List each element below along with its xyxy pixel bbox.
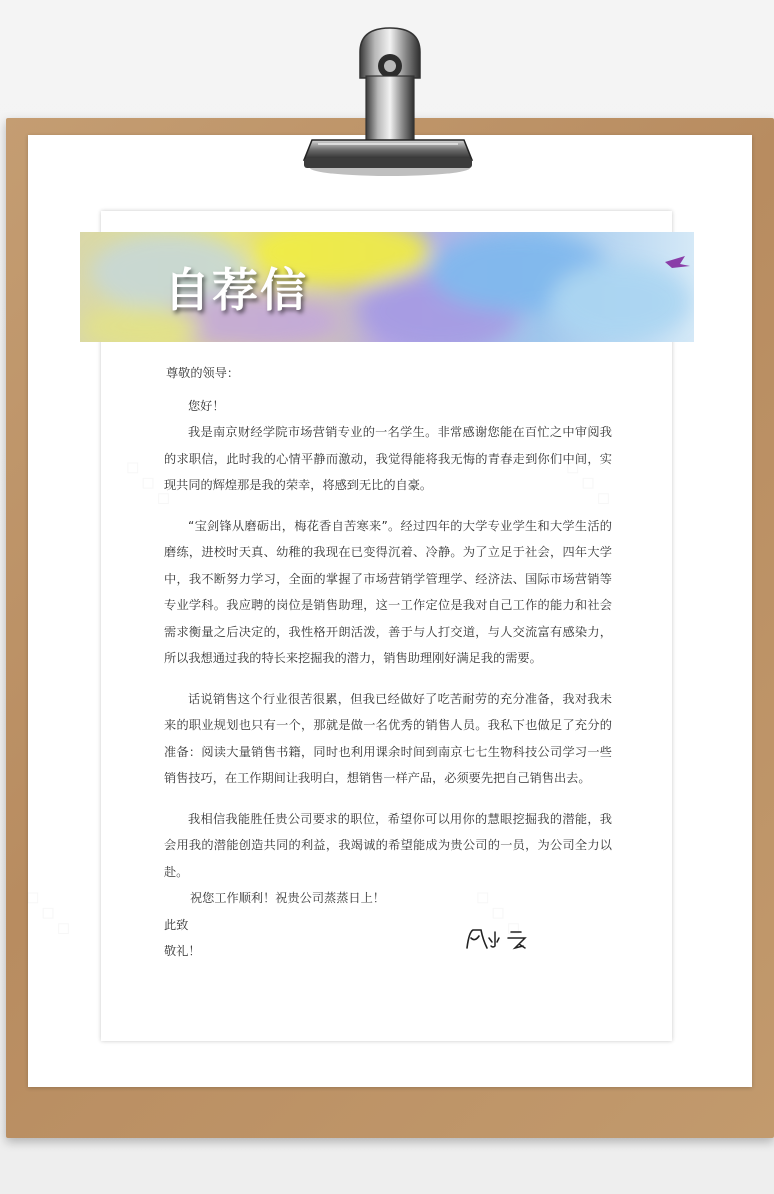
watermark-mark: ◇ ◇ ◇ (560, 452, 619, 512)
closing-line-1: 此致 (164, 917, 189, 932)
paragraph-education: “宝剑锋从磨砺出，梅花香自苦寒来”。经过四年的大学专业学生和大学生活的磨练，进校时天真、幼稚的我现在已变得沉着、冷静。为了立足于社会，四年大学中，我不断努力学习，全面的掌握了市场营销学管理学、经济法、国际市场营销等专业学科。我应聘的岗位是销售助理，这一工作定位是我对自己工作的能力和社会需求衡量之后决定的，我性格开朗活泼，善于与人打交道，与人交流富有感染力，所以我想通过我的特长来挖掘我的潜力，销售助理刚好满足我的需要。 (164, 518, 612, 665)
watermark-mark: ◇ ◇ ◇ (120, 452, 179, 512)
wish-line: 祝您工作顺利！祝贵公司蒸蒸日上！ (190, 891, 385, 905)
handwritten-signature (463, 926, 533, 952)
salutation: 尊敬的领导： (166, 366, 240, 380)
letter-body (164, 360, 612, 965)
watermark-mark: ◇ ◇ ◇ (470, 882, 529, 942)
title-banner (80, 232, 694, 342)
paragraph-career: 话说销售这个行业很苦很累，但我已经做好了吃苦耐劳的充分准备，我对我未来的职业规划也只有一个，那就是做一名优秀的销售人员。我私下也做足了充分的准备：阅读大量销售书籍，同时也利用课余时间到南京七七生物科技公司学习一些销售技巧，在工作期间让我明白，想销售一样产品，必须要先把自己销售出去。 (164, 691, 612, 785)
banner-title: 自荐信 (164, 263, 308, 317)
greeting: 您好！ (188, 398, 225, 413)
binder-clip-icon (300, 22, 476, 178)
closing-line-2: 敬礼！ (164, 944, 201, 958)
paragraph-conclusion: 我相信我能胜任贵公司要求的职位，希望你可以用你的慧眼挖掘我的潜能，我会用我的潜能创造共同的利益，我竭诚的希望能成为贵公司的一员，为公司全力以赴。 (164, 811, 612, 879)
paragraph-intro: 我是南京财经学院市场营销专业的一名学生。非常感谢您能在百忙之中审阅我的求职信，此时我的心情平静而激动，我觉得能将我无悔的青春走到你们中间，实现共同的辉煌那是我的荣幸，将感到无比的自豪。 (164, 425, 612, 492)
watermark-mark: ◇ ◇ ◇ (20, 882, 79, 942)
